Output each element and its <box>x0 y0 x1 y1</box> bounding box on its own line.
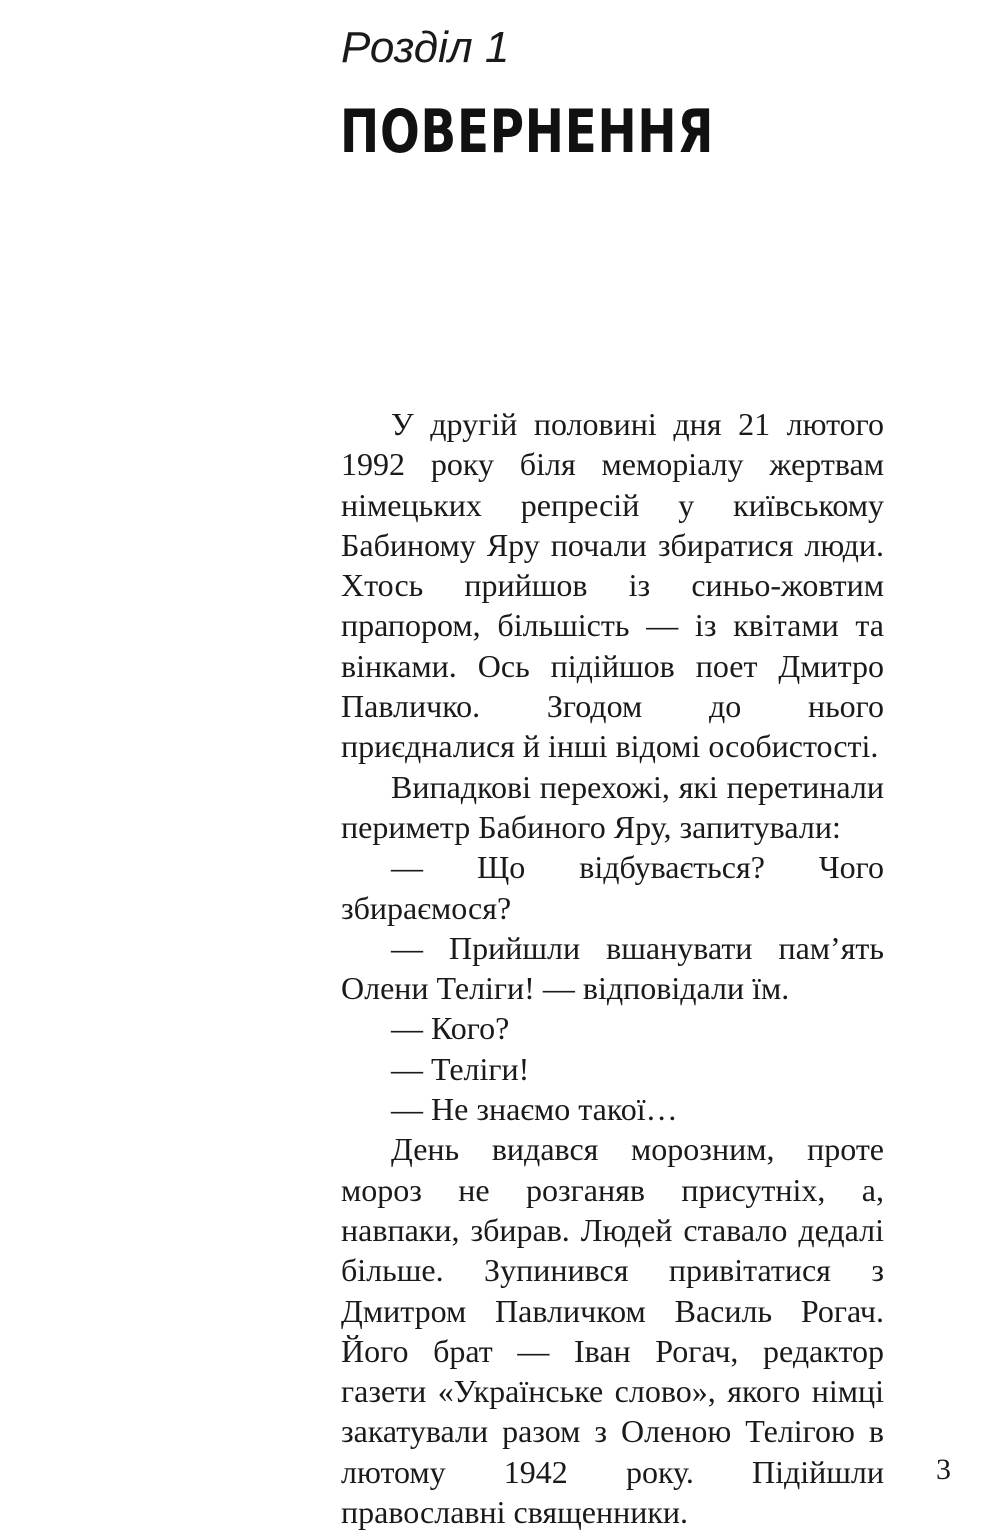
page-number: 3 <box>936 1453 951 1486</box>
paragraph: — Що відбувається? Чого збираємося? <box>341 849 884 926</box>
chapter-title: ПОВЕРНЕННЯ <box>340 97 715 167</box>
paragraph: — Кого? <box>391 1010 510 1047</box>
paragraph: Випадкові перехожі, які перетинали периметр Бабиного Яру, запитували: <box>341 768 884 845</box>
paragraph: — Прийшли вшанувати пам’ять Олени Теліги! — відповідали їм. <box>341 929 884 1007</box>
chapter-label: Розділ 1 <box>341 23 510 72</box>
paragraph: День видався морозним, проте мороз не розганяв присутніх, а, навпаки, збирав. Людей ставало дедалі більше. Зупинився привітатися з Дмитром Павличком Василь Рогач. Його брат — Іван Рогач, редактор газети «Українське слово», якого німці закатували разом з Оленою Телігою в лютому 1942 року. Підійшли православні священники. <box>341 1131 884 1531</box>
paragraph: У другій половині дня 21 лютого 1992 року біля меморіалу жертвам німецьких репресій у київському Бабиному Яру почали збиратися люди. Хтось прийшов із синьо-жовтим прапором, більшість — із квітами та вінками. Ось підійшов поет Дмитро Павличко. Згодом до нього приєдналися й інші відомі особистості. <box>341 406 884 765</box>
paragraph: — Не знаємо такої… <box>391 1091 678 1128</box>
chapter-body-text <box>341 404 884 1532</box>
paragraph: — Теліги! <box>391 1050 530 1087</box>
